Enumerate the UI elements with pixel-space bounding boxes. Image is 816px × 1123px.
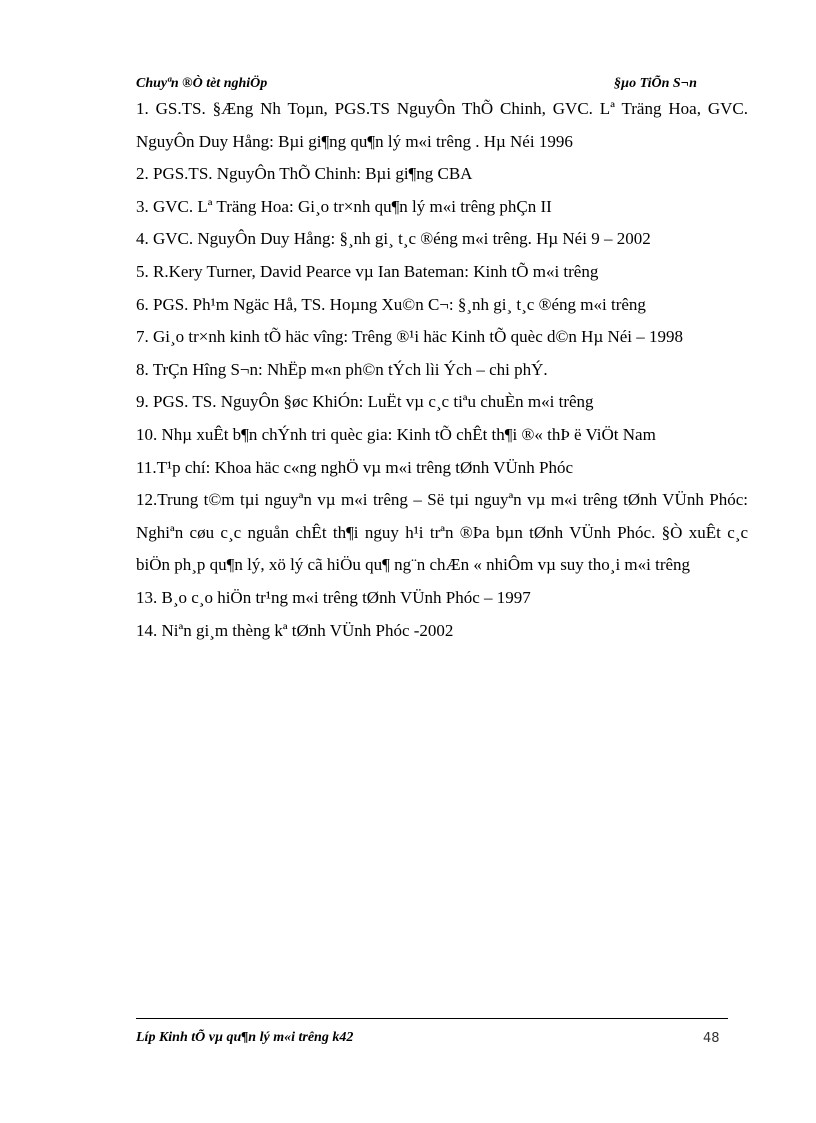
reference-item: 3. GVC. Lª Träng Hoa: Gi¸o tr×nh qu¶n lý m«i trêng phÇn II <box>136 196 552 216</box>
footer-class-name: Líp Kinh tÕ vµ qu¶n lý m«i trêng k42 <box>136 1030 354 1045</box>
page-number: 48 <box>703 1031 720 1046</box>
reference-item: 13. B¸o c¸o hiÖn tr¹ng m«i trêng tØnh VÜnh Phóc – 1997 <box>136 587 531 607</box>
reference-item: 14. Niªn gi¸m thèng kª tØnh VÜnh Phóc -2002 <box>136 620 454 640</box>
reference-item: 1. GS.TS. §Æng Nh Toµn, PGS.TS NguyÔn ThÕ Chinh, GVC. Lª Träng Hoa, GVC. NguyÔn Duy Hång: Bµi gi¶ng qu¶n lý m«i trêng . Hµ Néi 1996 <box>136 99 748 151</box>
footer-divider <box>136 1018 728 1019</box>
reference-item: 12.Trung t©m tµi nguyªn vµ m«i trêng – Së tµi nguyªn vµ m«i trêng tØnh VÜnh Phóc: Nghiªn cøu c¸c nguån chÊt th¶i nguy h¹i trªn ®Þa bµn tØnh VÜnh Phóc. §Ò xuÊt c¸c biÖn ph¸p qu¶n lý, xö lý cã hiÖu qu¶ ng¨n chÆn « nhiÔm vµ suy tho¸i m«i trêng <box>136 490 748 575</box>
reference-item: 9. PGS. TS. NguyÔn §øc KhiÓn: LuËt vµ c¸c tiªu chuÈn m«i trêng <box>136 392 594 412</box>
reference-list <box>136 93 748 647</box>
reference-item: 5. R.Kery Turner, David Pearce vµ Ian Bateman: Kinh tÕ m«i trêng <box>136 261 599 281</box>
reference-item: 2. PGS.TS. NguyÔn ThÕ Chinh: Bµi gi¶ng CBA <box>136 164 473 184</box>
header-thesis-title: Chuyªn ®Ò tèt nghiÖp <box>136 76 268 91</box>
reference-item: 4. GVC. NguyÔn Duy Hång: §¸nh gi¸ t¸c ®éng m«i trêng. Hµ Néi 9 – 2002 <box>136 229 651 249</box>
reference-item: 7. Gi¸o tr×nh kinh tÕ häc vîng: Trêng ®¹i häc Kinh tÕ quèc d©n Hµ Néi – 1998 <box>136 327 684 347</box>
header-author-name: §µo TiÕn S¬n <box>614 76 697 91</box>
reference-item: 10. Nhµ xuÊt b¶n chÝnh tri quèc gia: Kinh tÕ chÊt th¶i ®« thÞ ë ViÖt Nam <box>136 424 656 444</box>
reference-item: 6. PGS. Ph¹m Ngäc Hå, TS. Hoµng Xu©n C¬: §¸nh gi¸ t¸c ®éng m«i trêng <box>136 294 646 314</box>
reference-item: 11.T¹p chí: Khoa häc c«ng nghÖ vµ m«i trêng tØnh VÜnh Phóc <box>136 457 573 477</box>
reference-item: 8. TrÇn Hîng S¬n: NhËp m«n ph©n tÝch lìi Ých – chi phÝ. <box>136 359 548 379</box>
